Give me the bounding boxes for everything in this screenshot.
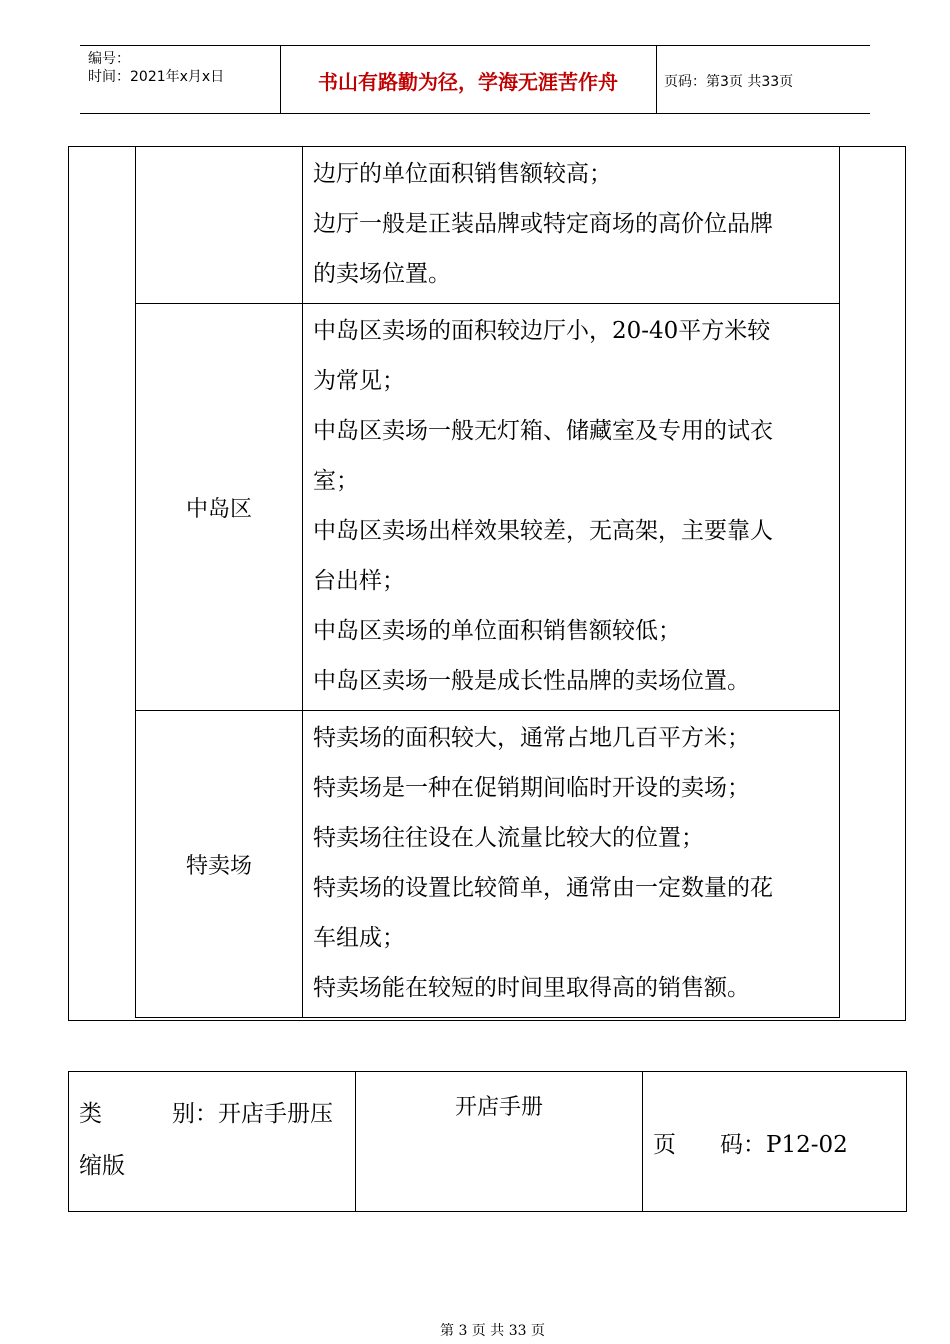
page-footer: 第 3 页 共 33 页 [440,1323,545,1339]
table-row [136,304,840,711]
header-page-info: 页码：第3页 共33页 [664,74,794,90]
description-line: 边厅的单位面积销售额较高； [313,161,612,187]
header-divider-right [656,45,657,113]
description-line: 特卖场的设置比较简单，通常由一定数量的花 [313,875,773,901]
table-row [136,711,840,1018]
description-line: 特卖场是一种在促销期间临时开设的卖场； [313,775,750,801]
description-line: 边厅一般是正装品牌或特定商场的高价位品牌 [313,211,773,237]
page-code-label-b: 码：P12-02 [720,1132,848,1158]
row-description [303,304,840,711]
row-description [303,147,840,304]
table-row [136,147,840,304]
page-code-label-a: 页 [653,1132,676,1158]
header-motto: 书山有路勤为径，学海无涯苦作舟 [318,70,618,94]
description-line: 台出样； [313,568,405,594]
category-label-a: 类 [79,1101,102,1127]
description-line: 特卖场往往设在人流量比较大的位置； [313,825,704,851]
row-label: 特卖场 [136,711,303,1018]
description-line: 中岛区卖场的面积较边厅小，20-40平方米较 [313,318,771,344]
description-line: 室； [313,468,359,494]
description-line: 特卖场的面积较大，通常占地几百平方米； [313,725,750,751]
description-line: 中岛区卖场一般无灯箱、储藏室及专用的试衣 [313,418,773,444]
category-label-b: 别：开店手册压 [172,1101,333,1127]
header-rule-top [80,45,870,46]
header-divider-left [280,45,281,113]
header-time-label: 时间：2021年x月x日 [88,69,225,85]
category-cell [69,1072,356,1212]
description-line: 中岛区卖场一般是成长性品牌的卖场位置。 [313,668,750,694]
description-line: 中岛区卖场的单位面积销售额较低； [313,618,681,644]
header-rule-bottom [80,113,870,114]
description-line: 为常见； [313,368,405,394]
manual-title: 开店手册 [454,1095,543,1120]
description-line: 特卖场能在较短的时间里取得高的销售额。 [313,975,750,1001]
description-line: 车组成； [313,925,405,951]
header-number-label: 编号： [88,51,130,67]
category-label-c: 缩版 [79,1153,125,1179]
title-cell [356,1072,643,1212]
row-label: 中岛区 [136,304,303,711]
row-description [303,711,840,1018]
description-line: 中岛区卖场出样效果较差，无高架，主要靠人 [313,518,773,544]
row-label [136,147,303,304]
description-line: 的卖场位置。 [313,261,451,287]
store-area-table [135,146,840,1018]
document-info-form [68,1071,907,1212]
page-code-cell [643,1072,907,1212]
